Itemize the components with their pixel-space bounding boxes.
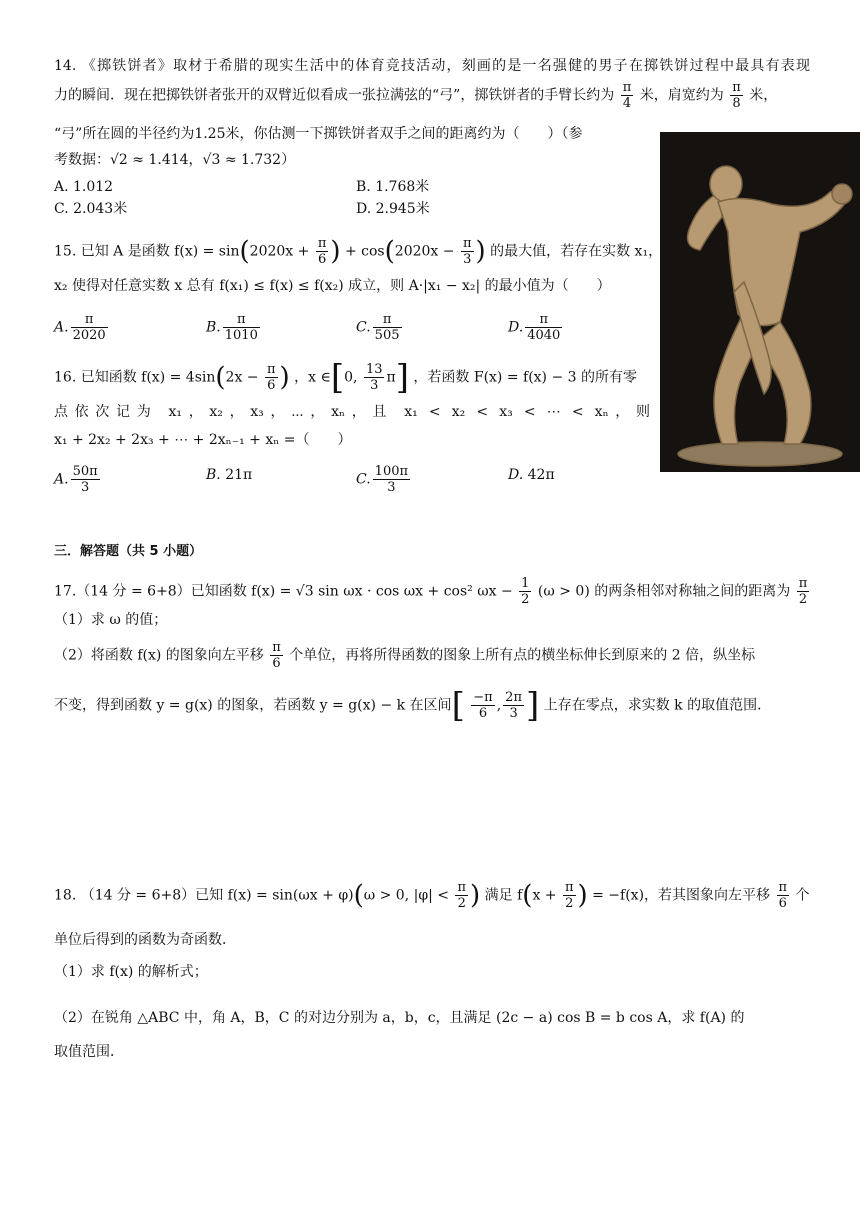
q14-line-4: 考数据：√2 ≈ 1.414，√3 ≈ 1.732）: [54, 152, 296, 168]
q14-line-3: “弓”所在圆的半径约为1.25米，你估测一下掷铁饼者双手之间的距离约为（ ）（参: [54, 126, 583, 142]
q17-line-3: （2）将函数 f(x) 的图象向左平移 $\frac{\pi}{6}$ 个单位，再将所得函数的图象上所有点的横坐标伸长到原来的 2 倍，纵坐标: [54, 640, 756, 671]
q16-option-c: C. $\frac{100\pi}{3}$: [356, 464, 409, 495]
q17-line-2: （1）求 ω 的值；: [54, 612, 168, 628]
q15-option-a: A. $\frac{\pi}{2020}$: [54, 312, 106, 343]
q16-line-1: 16. 已知函数 f(x) = 4sin(2x − $\frac{\pi}{6}$ ) ，x ∈[0, $\frac{13}{3}$ π] ，若函数 F(x) = f(x) − 3 的所有零: [54, 357, 638, 398]
q15-option-d: D. $\frac{\pi}{4040}$: [508, 312, 561, 343]
q15-line-1: 15. 已知 A 是函数 f(x) = sin(2020x + $\frac{\pi}{6}$ ) + cos(2020x − $\frac{\pi}{3}$ ) 的最大值，若存在实数 x₁，: [54, 236, 663, 267]
q14-line-1: 14. 《掷铁饼者》取材于希腊的现实生活中的体育竞技活动，刻画的是一名强健的男子在掷铁饼过程中最具有表现: [54, 58, 810, 74]
q17-line-4: 不变，得到函数 y = g(x) 的图象，若函数 y = g(x) − k 在区间[ $\frac{-\pi}{6}$ , $\frac{2\pi}{3}$ ] 上存在零点，求实数 k 的取值范围．: [54, 685, 772, 726]
q16-line-3: x₁ + 2x₂ + 2x₃ + ⋯ + 2xₙ₋₁ + xₙ =（ ）: [54, 432, 352, 448]
q16-option-d: D. 42π: [508, 467, 555, 483]
q18-line-2: 单位后得到的函数为奇函数．: [54, 932, 236, 948]
discobolus-statue-image: [660, 132, 860, 472]
q16-option-b: B. 21π: [206, 467, 253, 483]
q14-option-a: A. 1.012: [54, 179, 114, 195]
q16-line-2: 点依次记为 x₁，x₂，x₃，⋯，xₙ，且 x₁ < x₂ < x₃ < ⋯ < xₙ，则: [54, 404, 650, 420]
q14-option-b: B. 1.768米: [356, 179, 430, 195]
q15-option-b: B. $\frac{\pi}{1010}$: [206, 312, 258, 343]
q14-option-d: D. 2.945米: [356, 201, 430, 217]
q18-line-3: （1）求 f(x) 的解析式；: [54, 964, 208, 980]
q15-option-c: C. $\frac{\pi}{505}$: [356, 312, 400, 343]
q14-line-2: 力的瞬间．现在把掷铁饼者张开的双臂近似看成一张拉满弦的“弓”，掷铁饼者的手臂长约为 $\frac{\pi}{4}$ 米，肩宽约为 $\frac{\pi}{8}$ 米，: [54, 80, 778, 111]
fraction-pi-over-8: $\frac{\pi}{8}$: [732, 80, 741, 111]
fraction-pi-over-6: $\frac{\pi}{6}$: [317, 236, 327, 267]
q18-line-1: 18. （14 分 = 6+8）已知 f(x) = sin(ωx + φ)(ω > 0, |φ| < $\frac{\pi}{2}$ ) 满足 f(x + $\frac{\pi}{2}$ ) = −f(x)，若其图象向左平移 $\frac{\pi}{6}$ 个: [54, 880, 810, 911]
section-heading: 三．解答题（共 5 小题）: [54, 544, 203, 559]
q18-line-4: （2）在锐角 △ABC 中，角 A，B，C 的对边分别为 a，b，c，且满足 (2c − a) cos B = b cos A，求 f(A) 的: [54, 1010, 745, 1026]
fraction-13-over-3: $\frac{13}{3}$: [365, 362, 383, 393]
fraction-pi-over-3: $\frac{\pi}{3}$: [462, 236, 472, 267]
q16-option-a: A. $\frac{50\pi}{3}$: [54, 464, 98, 495]
q15-line-2: x₂ 使得对任意实数 x 总有 f(x₁) ≤ f(x) ≤ f(x₂) 成立，则 A·|x₁ − x₂| 的最小值为（ ）: [54, 278, 611, 294]
fraction-pi-over-4: $\frac{\pi}{4}$: [622, 80, 632, 111]
q17-line-1: 17.（14 分 = 6+8）已知函数 f(x) = √3 sin ωx · cos ωx + cos² ωx − $\frac{1}{2}$ (ω > 0) 的两条相邻对称轴之间的距离为 $\frac{\pi}{2}$: [54, 576, 808, 607]
q18-line-5: 取值范围．: [54, 1044, 124, 1060]
q14-option-c: C. 2.043米: [54, 201, 128, 217]
